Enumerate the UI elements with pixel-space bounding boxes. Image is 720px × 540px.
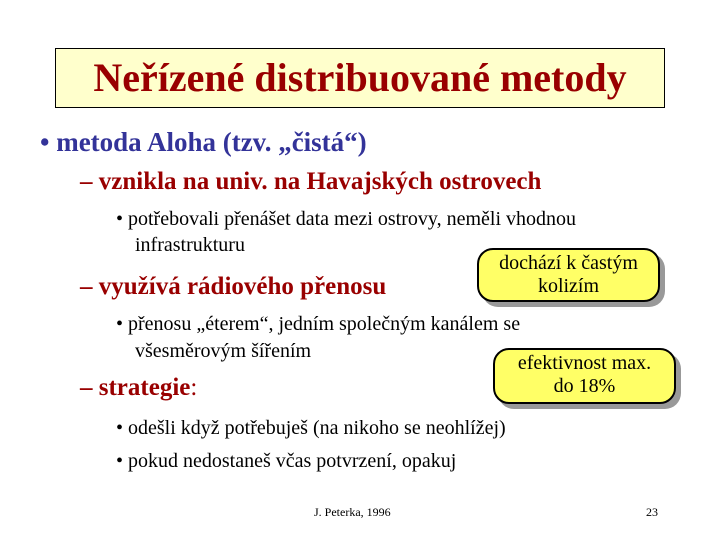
callout-collisions-line1: dochází k častým — [499, 252, 638, 274]
dash-radio: – využívá rádiového přenosu — [80, 273, 387, 300]
slide-title: Neřízené distribuované metody — [55, 48, 665, 108]
callout-collisions-line2: kolizím — [537, 275, 600, 297]
callout-collisions — [477, 248, 660, 302]
footer-page-number: 23 — [646, 505, 658, 519]
sub-bullet-ether: • přenosu „éterem“, jedním společným kanálem se — [116, 313, 521, 335]
footer-author: J. Peterka, 1996 — [314, 505, 391, 519]
callout-efficiency-line1: efektivnost max. — [517, 352, 652, 374]
sub-bullet-send: • odešli když potřebuješ (na nikoho se neohlížej) — [116, 417, 506, 439]
dash-strategy-colon: : — [190, 374, 198, 401]
dash-origin: – vznikla na univ. na Havajských ostrovech — [80, 168, 542, 195]
sub-bullet-retry: • pokud nedostaneš včas potvrzení, opakuj — [116, 450, 457, 472]
dash-strategy — [80, 374, 197, 402]
sub-bullet-need: • potřebovali přenášet data mezi ostrovy, neměli vhodnou — [116, 208, 577, 230]
dash-strategy-text: – strategie — [80, 374, 191, 401]
callout-efficiency-line2: do 18% — [553, 375, 616, 397]
callout-efficiency — [493, 348, 676, 404]
sub-bullet-need-cont: infrastrukturu — [135, 234, 245, 256]
sub-bullet-ether-cont: všesměrovým šířením — [135, 340, 312, 362]
bullet-aloha: • metoda Aloha (tzv. „čistá“) — [40, 127, 367, 157]
